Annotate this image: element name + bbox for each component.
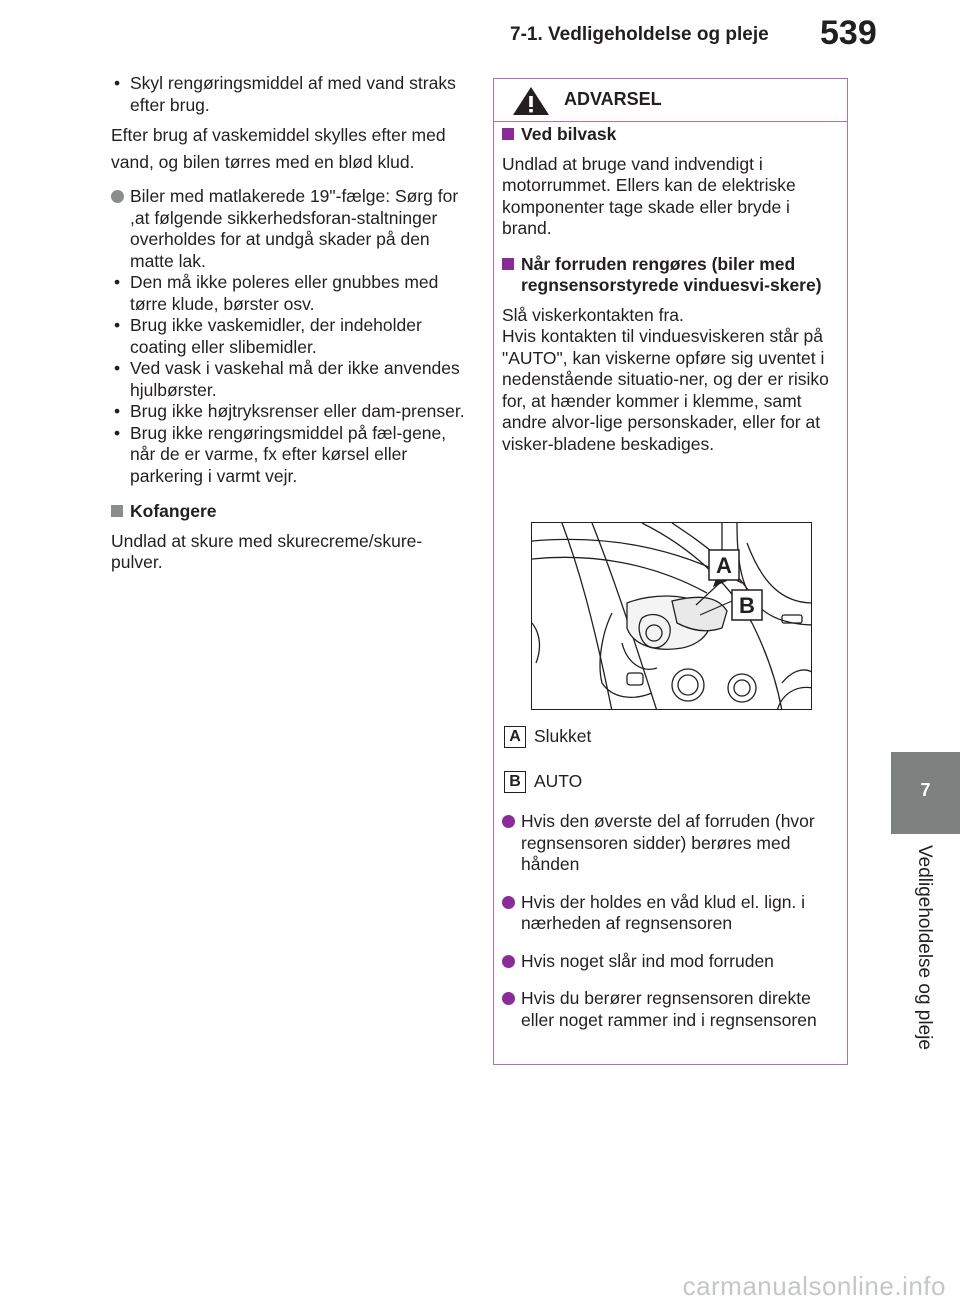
list-item: • Brug ikke højtryksrenser eller dam-prenser.	[111, 401, 471, 423]
header-title: 7-1. Vedligeholdelse og pleje	[510, 24, 769, 45]
forrude-text-2: Hvis kontakten til vinduesviskeren står på "AUTO", kan viskerne opføre sig uventet i nedenstående situatio-ner, og der er risiko for, at hænder kommer i klemme, samt andre alvor-lige personskader, eller for at visker-bladene beskadiges.	[502, 326, 829, 454]
wiper-switch-figure	[531, 522, 812, 710]
rims-heading: Biler med matlakerede 19"-fælge: Sørg for ,at følgende sikkerhedsforan-staltninger overholdes for at undgå skader på den matte lak.	[130, 186, 459, 271]
legend-b-text: AUTO	[534, 771, 583, 791]
left-column	[111, 73, 471, 574]
legend-a-key: A	[504, 726, 526, 748]
cases-list	[502, 811, 832, 1031]
square-bullet-icon	[502, 258, 514, 270]
legend-a	[504, 726, 591, 748]
legend-a-text: Slukket	[534, 726, 592, 746]
page-number: 539	[820, 14, 877, 52]
kofangere-text: Undlad at skure med skurecreme/skure-pulver.	[111, 530, 423, 572]
legend-b	[504, 771, 582, 793]
list-item	[502, 951, 832, 973]
square-bullet-icon	[502, 128, 514, 140]
case-text: Hvis du berører regnsensoren direkte eller noget rammer ind i regnsensoren	[521, 988, 817, 1030]
body-paragraph: Efter brug af vaskemiddel skylles efter med vand, og bilen tørres med en blød klud.	[111, 125, 446, 172]
warning-box	[493, 78, 848, 1065]
list-item: • Brug ikke vaskemidler, der indeholder coating eller slibemidler.	[111, 315, 471, 358]
watermark: carmanualsonline.info	[682, 1271, 946, 1301]
warning-header	[494, 79, 847, 122]
list-item: • Brug ikke rengøringsmiddel på fæl-gene, når de er varme, fx efter kørsel eller parkering i varmt vejr.	[111, 423, 471, 488]
square-bullet-icon	[111, 505, 123, 517]
forrude-heading	[502, 254, 832, 297]
chapter-tab[interactable]	[891, 752, 960, 834]
circle-bullet-icon	[502, 815, 515, 828]
circle-bullet-icon	[502, 955, 515, 968]
circle-bullet-icon	[502, 896, 515, 909]
list-item: • Ved vask i vaskehal må der ikke anvendes hjulbørster.	[111, 358, 471, 401]
warning-body	[502, 124, 832, 455]
legend-b-key: B	[504, 771, 526, 793]
circle-bullet-icon	[502, 992, 515, 1005]
bilvask-text: Undlad at bruge vand indvendigt i motorrummet. Ellers kan de elektriske komponenter tage skade eller bryde i brand.	[502, 153, 796, 238]
rims-section	[111, 186, 471, 272]
circle-bullet-icon	[111, 190, 124, 203]
bilvask-heading-text: Ved bilvask	[521, 124, 617, 144]
warning-triangle-icon	[511, 85, 551, 117]
list-item	[502, 892, 832, 935]
forrude-text-1: Slå viskerkontakten fra.	[502, 304, 684, 325]
kofangere-heading-text: Kofangere	[130, 501, 217, 521]
kofangere-heading	[111, 501, 471, 523]
list-item: • Skyl rengøringsmiddel af med vand straks efter brug.	[111, 73, 471, 116]
chapter-number: 7	[920, 780, 931, 800]
case-text: Hvis noget slår ind mod forruden	[521, 950, 774, 971]
list-item	[502, 988, 832, 1031]
figure-label-a: A	[716, 553, 732, 578]
case-text: Hvis den øverste del af forruden (hvor regnsensoren sidder) berøres med hånden	[521, 811, 815, 874]
case-text: Hvis der holdes en våd klud el. lign. i nærheden af regnsensoren	[521, 891, 806, 933]
bilvask-heading	[502, 124, 832, 146]
warning-title: ADVARSEL	[564, 89, 662, 109]
chapter-vertical-label: Vedligeholdelse og pleje	[914, 845, 935, 1050]
list-item: • Den må ikke poleres eller gnubbes med tørre klude, børster osv.	[111, 272, 471, 315]
list-item	[502, 811, 832, 876]
figure-label-b: B	[739, 593, 755, 618]
forrude-heading-text: Når forruden rengøres (biler med regnsensorstyrede vinduesvi-skere)	[521, 253, 822, 295]
wiper-switch-illustration	[532, 523, 812, 710]
